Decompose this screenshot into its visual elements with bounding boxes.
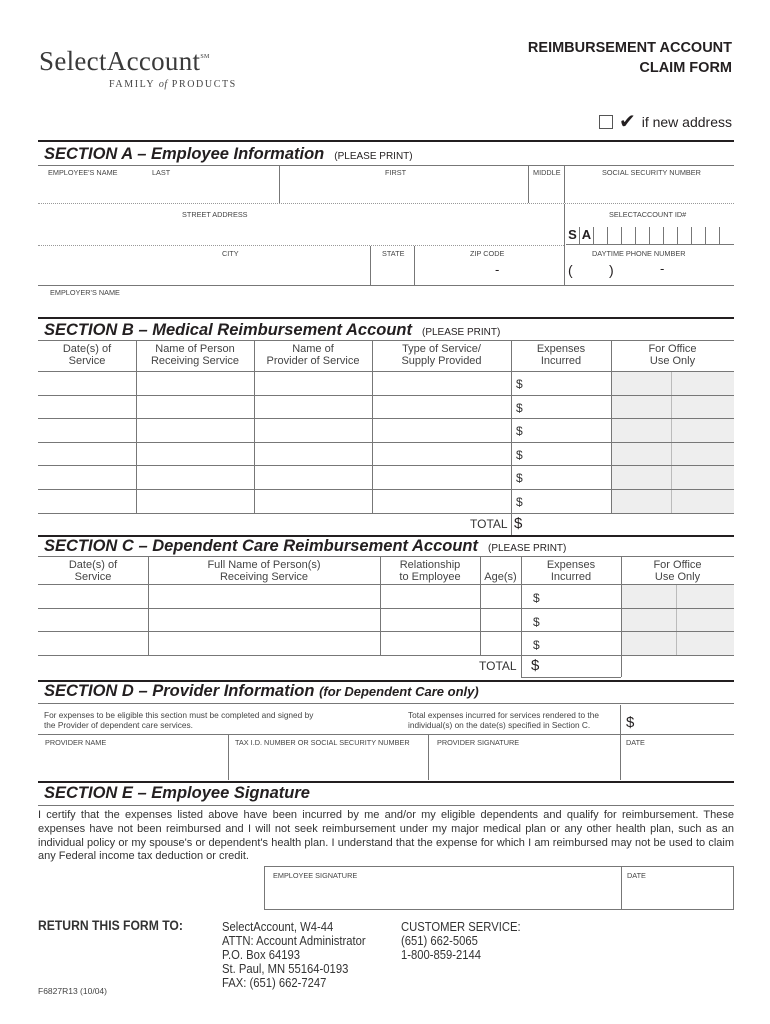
section-c-col-header: Date(s) of Service	[68, 559, 118, 583]
section-b-heading: SECTION B – Medical Reimbursement Account (PLEASE PRINT)	[44, 321, 501, 339]
new-address-label: if new address	[641, 114, 732, 130]
section-c-row[interactable]	[38, 609, 621, 632]
section-b-row[interactable]	[38, 466, 611, 489]
section-a-heading: SECTION A – Employee Information (PLEASE PRINT)	[44, 145, 413, 163]
provider-date-label: DATE	[626, 738, 645, 747]
section-b-col-header: Name of Person Receiving Service	[150, 343, 240, 367]
brand-logo: SelectAccount℠	[39, 46, 210, 76]
section-b-row[interactable]	[38, 443, 611, 466]
currency-symbol: $	[516, 424, 523, 439]
section-b-row[interactable]	[38, 490, 611, 513]
checkmark-icon: ✔	[618, 111, 636, 133]
phone-dash: -	[660, 261, 665, 276]
employee-signature-field[interactable]	[265, 867, 621, 909]
divider	[676, 584, 677, 655]
state-field[interactable]	[371, 246, 414, 285]
city-field[interactable]	[38, 246, 370, 285]
section-b-col-header: Name of Provider of Service	[266, 343, 360, 367]
section-c-col-header: Relationship to Employee	[399, 559, 461, 583]
provider-signature-label: PROVIDER SIGNATURE	[437, 738, 520, 747]
divider	[621, 557, 622, 677]
section-b-total-currency: $	[514, 514, 523, 532]
section-c-total-label: TOTAL	[479, 659, 517, 674]
street-address-label: STREET ADDRESS	[182, 210, 248, 219]
section-b-row[interactable]	[38, 419, 611, 442]
currency-symbol: $	[533, 638, 540, 653]
provider-total-field[interactable]	[621, 705, 734, 733]
section-b-col-header: Date(s) of Service	[62, 343, 112, 367]
divider	[38, 703, 734, 704]
provider-date-field[interactable]	[621, 735, 734, 780]
section-b-col-header: Expenses Incurred	[536, 343, 586, 367]
currency-symbol: $	[516, 377, 523, 391]
customer-service: CUSTOMER SERVICE: (651) 662-5065 1-800-859-2144	[401, 920, 521, 962]
zip-field[interactable]	[415, 246, 564, 285]
divider	[611, 341, 612, 513]
middle-name-label: MIDDLE	[533, 168, 561, 177]
section-b-col-header: Type of Service/ Supply Provided	[401, 343, 482, 367]
provider-name-label: PROVIDER NAME	[45, 738, 107, 747]
provider-total-currency: $	[626, 714, 635, 731]
section-b-total-label: TOTAL	[470, 516, 508, 531]
section-e-heading: SECTION E – Employee Signature	[44, 784, 310, 802]
section-b-rule	[38, 317, 734, 319]
divider	[38, 805, 734, 806]
section-b-row[interactable]	[38, 396, 611, 419]
currency-symbol: $	[516, 447, 523, 462]
phone-paren-open: (	[568, 262, 573, 278]
divider	[38, 556, 734, 557]
divider	[38, 513, 734, 514]
certification-text: I certify that the expenses listed above have been incurred by me and/or my eligible dependents and qualify for reimbursement. These expenses have not been reimbursed and I will not seek reimbursement under my major medical plan or any other health plan, such as an individual policy or my spouse's or dependent's health plan. I understand that the expense for which I am reimbursed may not be used to claim any Federal income tax deduction or credit.	[38, 809, 734, 863]
new-address-option[interactable]	[599, 111, 732, 133]
zip-label: ZIP CODE	[470, 249, 505, 258]
return-address: SelectAccount, W4-44 ATTN: Account Administrator P.O. Box 64193 St. Paul, MN 55164-0193 FAX: (651) 662-7247	[222, 920, 366, 990]
currency-symbol: $	[516, 471, 523, 486]
city-label: CITY	[222, 249, 239, 258]
form-title: REIMBURSEMENT ACCOUNT CLAIM FORM	[527, 40, 732, 76]
office-use-area	[622, 584, 734, 655]
section-c-total-currency: $	[531, 657, 540, 675]
account-id-label: SELECTACCOUNT ID#	[609, 210, 687, 219]
section-b-col-header: For Office Use Only	[648, 343, 697, 367]
brand-tagline: FAMILY of PRODUCTS	[109, 79, 237, 90]
phone-label: DAYTIME PHONE NUMBER	[592, 249, 686, 258]
provider-eligibility-note: For expenses to be eligible this section must be completed and signed by the Provider of dependent care services.	[44, 710, 314, 730]
section-a-rule	[38, 140, 734, 142]
phone-field[interactable]	[565, 246, 734, 285]
provider-signature-field[interactable]	[429, 735, 620, 780]
divider	[38, 340, 734, 341]
last-name-label: LAST	[152, 168, 171, 177]
account-id-prefix-a: A	[580, 227, 594, 244]
section-c-col-header: Expenses Incurred	[546, 559, 596, 583]
section-c-heading: SECTION C – Dependent Care Reimbursement Account (PLEASE PRINT)	[44, 537, 567, 555]
currency-symbol: $	[533, 591, 540, 605]
account-id-prefix-s: S	[566, 227, 580, 244]
employee-name-label: EMPLOYEE'S NAME	[48, 168, 118, 177]
tax-id-field[interactable]	[229, 735, 428, 780]
employee-date-label: DATE	[627, 871, 646, 880]
zip-dash: -	[495, 262, 500, 277]
section-c-row[interactable]	[38, 585, 621, 608]
section-c-col-header: For Office Use Only	[653, 559, 702, 583]
employee-name-field[interactable]	[38, 166, 734, 203]
new-address-checkbox[interactable]	[599, 115, 613, 129]
employee-signature-label: EMPLOYEE SIGNATURE	[273, 871, 358, 880]
provider-name-field[interactable]	[38, 735, 228, 780]
section-b-row[interactable]	[38, 372, 611, 395]
phone-paren-close: )	[609, 262, 614, 278]
first-name-label: FIRST	[385, 168, 407, 177]
section-b-total-field[interactable]	[512, 514, 611, 536]
section-c-col-header: Age(s)	[484, 571, 517, 583]
employer-name-label: EMPLOYER'S NAME	[50, 288, 120, 297]
divider	[38, 655, 734, 656]
section-c-col-header: Full Name of Person(s) Receiving Service	[207, 559, 321, 583]
ssn-label: SOCIAL SECURITY NUMBER	[602, 168, 701, 177]
currency-symbol: $	[533, 614, 540, 629]
street-address-field[interactable]	[38, 204, 564, 244]
employer-name-field[interactable]	[38, 286, 734, 316]
employee-date-field[interactable]	[622, 867, 733, 909]
divider	[521, 677, 621, 678]
section-e-rule	[38, 781, 734, 783]
section-c-total-field[interactable]	[522, 656, 621, 677]
provider-total-note: Total expenses incurred for services rendered to the individual(s) on the date(s) specified in Section C.	[408, 710, 599, 730]
currency-symbol: $	[516, 495, 523, 509]
return-heading: RETURN THIS FORM TO:	[38, 918, 183, 933]
state-label: STATE	[382, 249, 405, 258]
form-number: F6827R13 (10/04)	[38, 986, 107, 996]
currency-symbol: $	[516, 400, 523, 415]
account-id-field[interactable]	[566, 226, 734, 245]
section-c-row[interactable]	[38, 632, 621, 655]
tax-id-label: TAX I.D. NUMBER OR SOCIAL SECURITY NUMBER	[235, 738, 410, 747]
section-d-heading: SECTION D – Provider Information (for Dependent Care only)	[44, 682, 479, 700]
